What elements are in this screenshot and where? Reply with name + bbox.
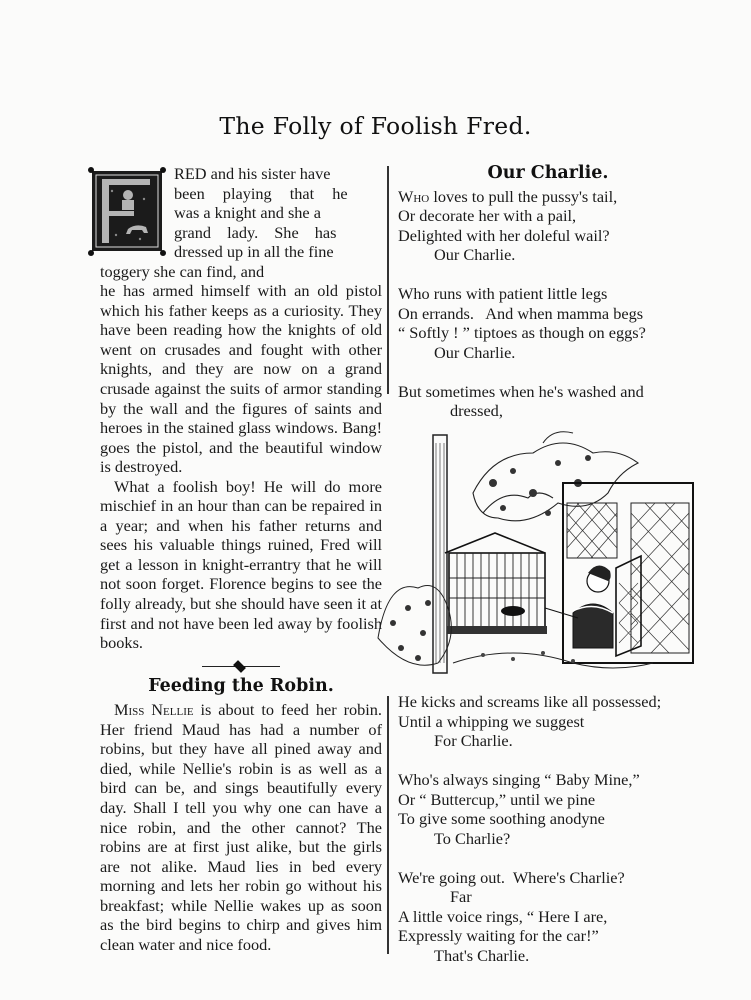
poem-refrain: That's Charlie. — [434, 946, 530, 966]
line-text: loves to pull the pussy's tail, — [429, 186, 618, 206]
poem-line: Until a whipping we suggest — [398, 711, 585, 731]
poem-line: Or decorate her with a pail, — [398, 206, 577, 226]
poem-line: Delighted with her doleful wail? — [398, 225, 610, 245]
lead-smallcaps: Who — [398, 186, 430, 206]
text-line: grand lady. She has — [174, 222, 337, 242]
right-column-lower — [398, 692, 698, 966]
poem-line: Expressly waiting for the car!” — [398, 926, 599, 946]
poem-line: On errands. And when mamma begs — [398, 303, 644, 323]
poem-line — [398, 187, 698, 207]
stanza-5 — [398, 868, 698, 966]
poem-line-continuation: Far — [450, 887, 472, 907]
stanza-3-start — [398, 382, 698, 421]
story-fred-paragraph-1: he has armed himself with an old pistol which his father keeps as a curiosity. They have been reading how the knights of old went on crusades and fought with other knights, and they are now on a grand crusade against the suits of armor standing by the wall and the figures of saints and heroes in the stained glass windows. Bang! goes the pistol, and the beautiful window is destroyed. — [100, 281, 382, 477]
stanza-4 — [398, 770, 698, 848]
poem-refrain: Our Charlie. — [434, 245, 516, 265]
left-column — [100, 164, 382, 954]
stanza-3-end — [398, 692, 698, 751]
text-line: dressed up in all the fine — [174, 242, 334, 262]
diamond-rule-icon — [202, 663, 280, 671]
poem-line: A little voice rings, “ Here I are, — [398, 906, 608, 926]
text-line: toggery she can find, and — [100, 261, 265, 281]
column-divider-top — [387, 166, 389, 394]
stanza-2 — [398, 284, 698, 362]
poem-line: “ Softly ! ” tiptoes as though on eggs? — [398, 323, 646, 343]
text-line: been playing that he — [174, 183, 348, 203]
poem-line: Or “ Buttercup,” until we pine — [398, 789, 596, 809]
poem-refrain: To Charlie? — [434, 828, 511, 848]
poem-line-continuation: dressed, — [450, 401, 503, 421]
poem-line: Who runs with patient little legs — [398, 284, 608, 304]
poem-title: Our Charlie. — [487, 163, 609, 183]
story-robin-paragraph — [100, 700, 382, 954]
poem-refrain: Our Charlie. — [434, 342, 516, 362]
story-fred-paragraph-2: What a foolish boy! He will do more mischief in an hour than can be repaired in a year; and when his father returns and sees his valuable things ruined, Fred will get a lesson in knight-errantry that he will not soon forget. Florence begins to see the folly already, but she should have seen it at first and not have been led away by foolish books. — [100, 476, 382, 653]
column-divider-bottom — [387, 696, 389, 954]
girl-at-window-with-birdcage-illustration — [373, 423, 698, 685]
poem-refrain: For Charlie. — [434, 731, 513, 751]
poem-line: Who's always singing “ Baby Mine,” — [398, 770, 640, 790]
lead-smallcaps: Miss Nellie — [114, 700, 194, 720]
poem-line: He kicks and screams like all possessed; — [398, 692, 662, 711]
text-line: RED and his sister have — [174, 164, 331, 183]
right-column — [398, 164, 698, 421]
page-title: The Folly of Foolish Fred. — [219, 112, 532, 140]
text-line: was a knight and she a — [174, 203, 321, 223]
illuminated-initial-icon — [88, 167, 166, 255]
robin-body: is about to feed her robin. Her friend Maud has had a number of robins, but they have all pined away and died, while Nellie's robin is as well as a bird can be, and sings beautifully every day. Shall I tell you why one can have a nice robin, and the other cannot? The robins are at first just alike, but the girls are not alike. Maud lies in bed every morning and lets her robin go without his breakfast; while Nellie wakes up as soon as the bird begins to chirp and gives him clean water and nice food. — [100, 700, 383, 954]
poem-line: To give some soothing anodyne — [398, 809, 605, 829]
poem-line: We're going out. Where's Charlie? — [398, 867, 625, 887]
stanza-1 — [398, 187, 698, 265]
poem-line: But sometimes when he's washed and — [398, 381, 644, 401]
section-title-robin: Feeding the Robin. — [148, 675, 334, 696]
